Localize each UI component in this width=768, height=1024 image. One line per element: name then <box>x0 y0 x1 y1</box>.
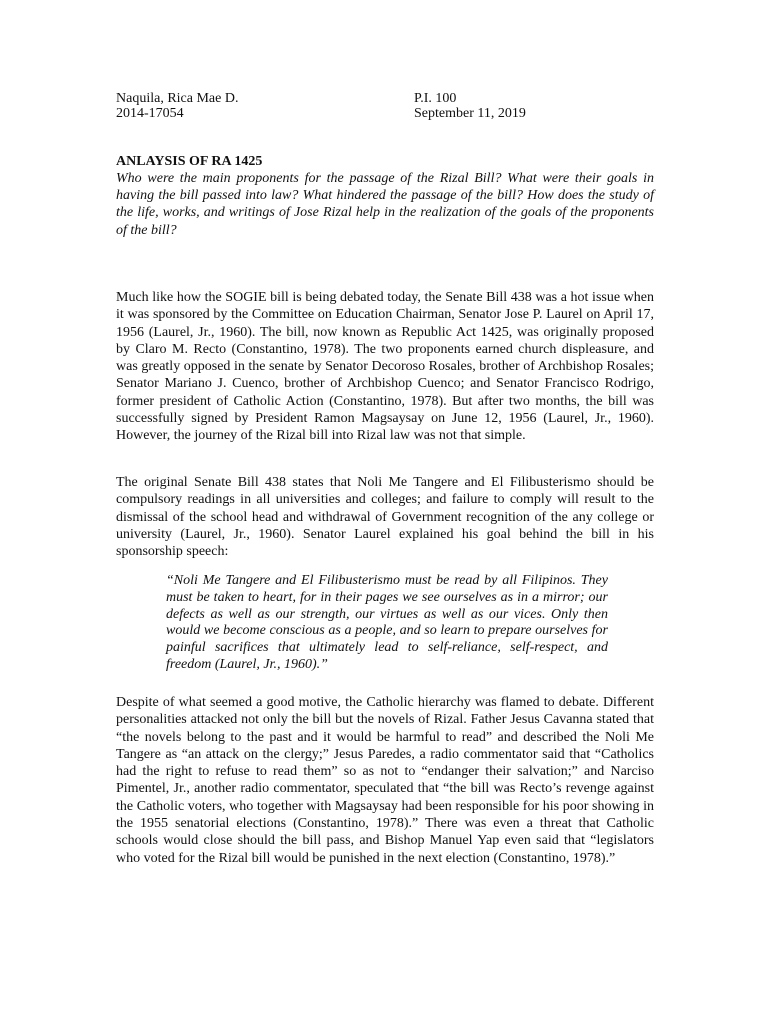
document-title: ANLAYSIS OF RA 1425 <box>116 154 263 169</box>
paragraph-3: Despite of what seemed a good motive, the Catholic hierarchy was flamed to debate. Different personalities attacked not only the bill but the novels of Rizal. Father Jesus Cavanna stated that “the novels belong to the past and it would be harmful to read” and described the Noli Me Tangere as “an attack on the clergy;” Jesus Paredes, a radio commentator said that “Catholics had the right to refuse to read them” so as not to “endanger their salvation;” and Narciso Pimentel, Jr., another radio commentator, speculated that “the bill was Recto’s revenge against the Catholic voters, who together with Magsaysay had been responsible for his poor showing in the 1955 senatorial elections (Constantino, 1978).” There was even a threat that Catholic schools would close should the bill pass, and Bishop Manuel Yap even said that “legislators who voted for the Rizal bill would be punished in the next election (Constantino, 1978).” <box>116 695 654 866</box>
student-name: Naquila, Rica Mae D. <box>116 91 239 106</box>
document-date: September 11, 2019 <box>414 106 526 121</box>
paragraph-1: Much like how the SOGIE bill is being debated today, the Senate Bill 438 was a hot issue when it was sponsored by the Committee on Education Chairman, Senator Jose P. Laurel on April 17, 1956 (Laurel, Jr., 1960). The bill, now known as Republic Act 1425, was originally proposed by Claro M. Recto (Constantino, 1978). The two proponents earned church displeasure, and was greatly opposed in the senate by Senator Decoroso Rosales, brother of Archbishop Rosales; Senator Mariano J. Cuenco, brother of Archbishop Cuenco; and Senator Francisco Rodrigo, former president of Catholic Action (Constantino, 1978). But after two months, the bill was successfully signed by President Ramon Magsaysay on June 12, 1956 (Laurel, Jr., 1960). However, the journey of the Rizal bill into Rizal law was not that simple. <box>116 290 654 444</box>
guide-question: Who were the main proponents for the passage of the Rizal Bill? What were their goals in having the bill passed into law? What hindered the passage of the bill? How does the study of the life, works, and writings of Jose Rizal help in the realization of the goals of the proponents of the bill? <box>116 171 654 238</box>
block-quote: “Noli Me Tangere and El Filibusterismo must be read by all Filipinos. They must be taken to heart, for in their pages we see ourselves as in a mirror; our defects as well as our strength, our virtues as well as our vices. Only then would we become conscious as a people, and so learn to prepare ourselves for painful sacrifices that ultimately lead to self-reliance, self-respect, and freedom (Laurel, Jr., 1960).” <box>166 573 608 672</box>
course-code: P.I. 100 <box>414 91 457 106</box>
paragraph-2: The original Senate Bill 438 states that Noli Me Tangere and El Filibusterismo should be compulsory readings in all universities and colleges; and failure to comply will result to the dismissal of the school head and withdrawal of Government recognition of the any college or university (Laurel, Jr., 1960). Senator Laurel explained his goal behind the bill in his sponsorship speech: <box>116 475 654 560</box>
student-number: 2014-17054 <box>116 106 184 121</box>
